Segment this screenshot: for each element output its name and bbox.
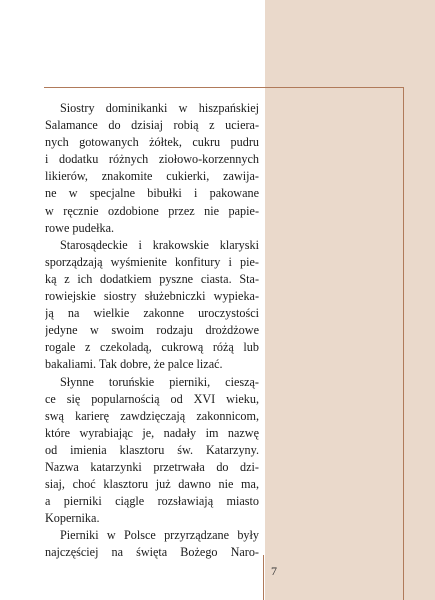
text-line: ne w specjalne bibułki i pakowane: [45, 186, 259, 201]
text-line: ce się popularnością od XVI wieku,: [45, 391, 259, 406]
text-line: rogale z czekoladą, cukrową różą lub: [45, 340, 259, 355]
text-line: siaj, choć klasztoru już dawno nie ma,: [45, 477, 259, 492]
text-line: Nazwa katarzynki przetrwała do dzi-: [45, 459, 259, 474]
paragraph-2: [45, 237, 259, 374]
text-line: od imienia klasztoru św. Katarzyny.: [45, 442, 259, 457]
text-line: jedyne w swoim rodzaju drożdżowe: [45, 323, 259, 338]
paragraph-1: [45, 100, 259, 237]
text-line: likierów, znakomite cukierki, zawija-: [45, 169, 259, 184]
text-line: rowe pudełka.: [45, 220, 115, 235]
text-line: Siostry dominikanki w hiszpańskiej: [60, 101, 259, 115]
folio-divider-line: [263, 555, 264, 600]
text-line: swą karierę zawdzięczają zakonnicom,: [45, 408, 259, 423]
body-text: [45, 100, 259, 562]
text-line: bakaliami. Tak dobre, że palce lizać.: [45, 357, 223, 372]
text-line: sporządzają wyśmienite konfitury i pie-: [45, 254, 259, 269]
paragraph-4: [45, 527, 259, 561]
text-line: nych gotowanych żółtek, cukru pudru: [45, 135, 259, 150]
decorative-side-panel: [265, 0, 435, 600]
text-line: najczęściej na święta Bożego Naro-: [45, 545, 259, 560]
text-line: Starosądeckie i krakowskie klaryski: [60, 237, 259, 252]
text-line: ką z ich dodatkiem pyszne ciasta. Sta-: [45, 271, 259, 286]
text-line: i dodatku różnych ziołowo-korzennych: [45, 152, 259, 167]
text-line: a pierniki ciągle rozsławiają miasto: [45, 494, 259, 509]
text-line: rowiejskie siostry służebniczki wypieka-: [45, 289, 259, 304]
text-line: które wyrabiając je, nadały im nazwę: [45, 425, 259, 440]
paragraph-3: [45, 374, 259, 528]
text-line: Słynne toruńskie pierniki, cieszą-: [60, 374, 259, 389]
frame-line-right: [403, 87, 404, 600]
text-line: ją na wielkie zakonne uroczystości: [45, 306, 259, 321]
page-number: 7: [271, 564, 277, 578]
frame-line-top: [44, 87, 404, 88]
text-line: Kopernika.: [45, 511, 100, 526]
text-line: Salamance do dzisiaj robią z uciera-: [45, 118, 259, 133]
text-line: w ręcznie ozdobione przez nie papie-: [45, 203, 259, 218]
text-line: Pierniki w Polsce przyrządzane były: [60, 528, 259, 543]
